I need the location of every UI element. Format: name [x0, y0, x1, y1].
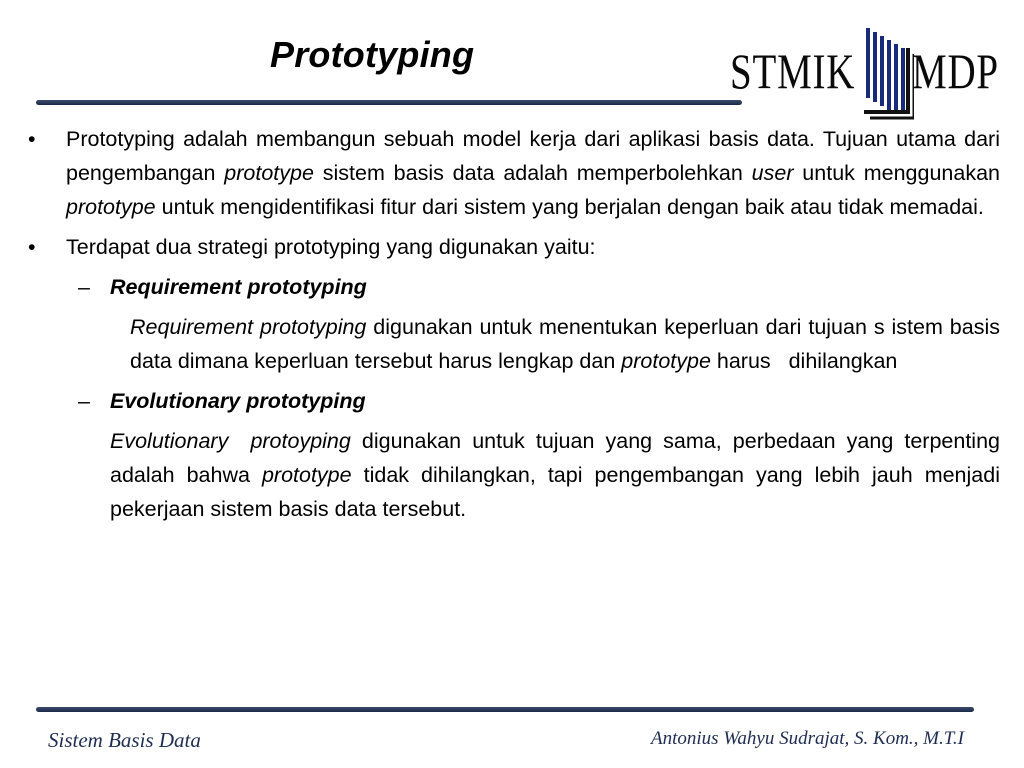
- text-run: sistem basis data adalah memperbolehkan: [313, 161, 752, 185]
- sub-bullet-description: [28, 310, 1000, 378]
- italic-term: prototype: [261, 463, 352, 487]
- text-run: digunakan untuk tujuan yang sama, perbedaan yang terpenting adalah bahwa: [110, 429, 1000, 487]
- sub-bullet-item: [28, 270, 1000, 304]
- dash-marker: –: [78, 275, 90, 299]
- bullet-item: [28, 230, 1000, 264]
- italic-term: prototype: [224, 161, 314, 185]
- text-run: tidak dihilangkan, tapi pengembangan yang lebih jauh menjadi pekerjaan sistem basis data tersebut.: [110, 463, 1000, 521]
- italic-term: Evolutionary protoyping: [110, 429, 351, 453]
- slide-title: Prototyping: [270, 34, 475, 75]
- bullet-marker: •: [28, 127, 36, 151]
- italic-term: Requirement prototyping: [130, 315, 367, 339]
- text-run: Prototyping adalah membangun sebuah model kerja dari aplikasi basis data. Tujuan utama dari pengembangan: [66, 127, 1000, 185]
- italic-term: prototype: [66, 195, 156, 219]
- footer-divider: [36, 707, 974, 712]
- text-run: harus dihilangkan: [710, 349, 898, 373]
- text-run: untuk menggunakan: [793, 161, 1000, 185]
- slide-content: [28, 122, 1000, 532]
- sub-bullet-heading: Requirement prototyping: [110, 275, 367, 299]
- logo-emblem-icon: [864, 28, 914, 120]
- dash-marker: –: [78, 389, 90, 413]
- text-run: untuk mengidentifikasi fitur dari sistem yang berjalan dengan baik atau tidak memadai.: [155, 195, 984, 219]
- logo-right-text: MDP: [912, 43, 999, 99]
- title-divider: [36, 100, 742, 105]
- text-run: digunakan untuk menentukan keperluan dari tujuan s istem basis data dimana keperluan tersebut harus lengkap dan: [130, 315, 1000, 373]
- sub-bullet-item: [28, 384, 1000, 418]
- italic-term: prototype: [621, 349, 711, 373]
- bullet-item: [28, 122, 1000, 224]
- footer-course-name: Sistem Basis Data: [48, 728, 201, 752]
- logo-left-text: STMIK: [730, 43, 856, 99]
- bullet-text: [66, 127, 1000, 219]
- bullet-marker: •: [28, 235, 36, 259]
- stmik-mdp-logo: [730, 28, 1018, 120]
- sub-bullet-heading: Evolutionary prototyping: [110, 389, 366, 413]
- italic-term: user: [751, 161, 794, 185]
- sub-bullet-description: [28, 424, 1000, 526]
- footer-author: Antonius Wahyu Sudrajat, S. Kom., M.T.I: [651, 728, 964, 749]
- bullet-text: Terdapat dua strategi prototyping yang digunakan yaitu:: [66, 235, 596, 259]
